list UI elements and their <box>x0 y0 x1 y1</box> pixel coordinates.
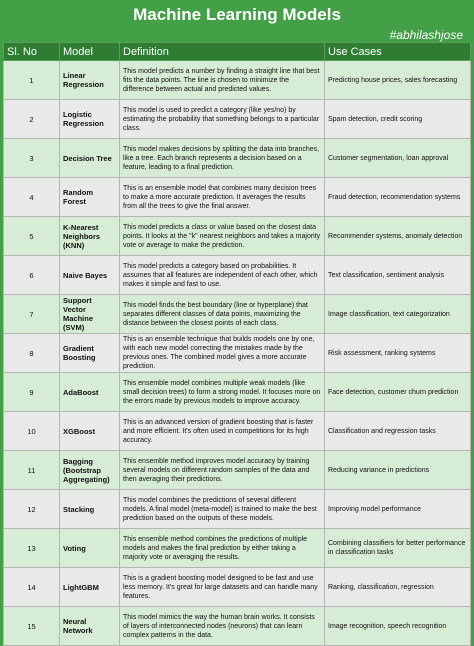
use-cases-cell: Risk assessment, ranking systems <box>325 334 471 373</box>
model-name-cell: XGBoost <box>60 412 120 451</box>
serial-number-cell: 6 <box>4 256 60 295</box>
table-row <box>4 568 471 607</box>
author-handle: #abhilashjose <box>389 28 463 42</box>
definition-cell: This model makes decisions by splitting the data into branches, like a tree. Each branch represents a decision based on a feature, leading to a final prediction. <box>120 139 325 178</box>
model-name-cell: Support Vector Machine (SVM) <box>60 295 120 334</box>
serial-number-cell: 13 <box>4 529 60 568</box>
serial-number-cell: 4 <box>4 178 60 217</box>
definition-cell: This is an ensemble model that combines many decision trees to make a more accurate prediction. It averages the results from all the trees to give the final answer. <box>120 178 325 217</box>
use-cases-cell: Combining classifiers for better performance in classification tasks <box>325 529 471 568</box>
table-row <box>4 529 471 568</box>
model-name-cell: Voting <box>60 529 120 568</box>
header-definition: Definition <box>120 43 325 61</box>
serial-number-cell: 14 <box>4 568 60 607</box>
page-title: Machine Learning Models <box>133 5 341 24</box>
table-header-row <box>4 43 471 61</box>
use-cases-cell: Image recognition, speech recognition <box>325 607 471 646</box>
definition-cell: This model mimics the way the human brain works. It consists of layers of interconnected nodes (neurons) that can learn complex patterns in the data. <box>120 607 325 646</box>
definition-cell: This model predicts a number by finding a straight line that best fits the data points. The line is chosen to minimize the difference between actual and predicted values. <box>120 61 325 100</box>
use-cases-cell: Improving model performance <box>325 490 471 529</box>
model-name-cell: Stacking <box>60 490 120 529</box>
table-row <box>4 256 471 295</box>
header-sl-no: Sl. No <box>4 43 60 61</box>
serial-number-cell: 9 <box>4 373 60 412</box>
serial-number-cell: 11 <box>4 451 60 490</box>
use-cases-cell: Ranking, classification, regression <box>325 568 471 607</box>
header-use-cases: Use Cases <box>325 43 471 61</box>
table-row <box>4 607 471 646</box>
definition-cell: This model predicts a category based on probabilities. It assumes that all features are independent of each other, which makes it simple and fast to use. <box>120 256 325 295</box>
models-table <box>3 42 471 646</box>
table-row <box>4 451 471 490</box>
definition-cell: This is a gradient boosting model designed to be fast and use less memory. It's great for large datasets and can handle many features. <box>120 568 325 607</box>
table-row <box>4 217 471 256</box>
definition-cell: This model combines the predictions of several different models. A final model (meta-model) is trained to make the best prediction based on the outputs of these models. <box>120 490 325 529</box>
model-name-cell: Naive Bayes <box>60 256 120 295</box>
use-cases-cell: Face detection, customer churn prediction <box>325 373 471 412</box>
serial-number-cell: 10 <box>4 412 60 451</box>
serial-number-cell: 3 <box>4 139 60 178</box>
definition-cell: This model predicts a class or value based on the closest data points. It looks at the "k" nearest neighbors and takes a majority vote or average to make the prediction. <box>120 217 325 256</box>
use-cases-cell: Predicting house prices, sales forecasting <box>325 61 471 100</box>
serial-number-cell: 2 <box>4 100 60 139</box>
definition-cell: This model is used to predict a category (like yes/no) by estimating the probability that something belongs to a particular class. <box>120 100 325 139</box>
table-row <box>4 373 471 412</box>
model-name-cell: AdaBoost <box>60 373 120 412</box>
model-name-cell: K-Nearest Neighbors (KNN) <box>60 217 120 256</box>
use-cases-cell: Fraud detection, recommendation systems <box>325 178 471 217</box>
model-name-cell: Random Forest <box>60 178 120 217</box>
use-cases-cell: Classification and regression tasks <box>325 412 471 451</box>
table-row <box>4 178 471 217</box>
table-row <box>4 139 471 178</box>
definition-cell: This is an advanced version of gradient boosting that is faster and more efficient. It's often used in competitions for its high accuracy. <box>120 412 325 451</box>
table-row <box>4 334 471 373</box>
model-name-cell: Neural Network <box>60 607 120 646</box>
serial-number-cell: 12 <box>4 490 60 529</box>
table-row <box>4 490 471 529</box>
use-cases-cell: Customer segmentation, loan approval <box>325 139 471 178</box>
table-row <box>4 295 471 334</box>
definition-cell: This ensemble method combines the predictions of multiple models and makes the final prediction by either taking a majority vote or averaging the results. <box>120 529 325 568</box>
model-name-cell: Decision Tree <box>60 139 120 178</box>
model-name-cell: LightGBM <box>60 568 120 607</box>
use-cases-cell: Recommender systems, anomaly detection <box>325 217 471 256</box>
model-name-cell: Bagging (Bootstrap Aggregating) <box>60 451 120 490</box>
use-cases-cell: Spam detection, credit scoring <box>325 100 471 139</box>
serial-number-cell: 7 <box>4 295 60 334</box>
model-name-cell: Linear Regression <box>60 61 120 100</box>
use-cases-cell: Reducing variance in predictions <box>325 451 471 490</box>
header-model: Model <box>60 43 120 61</box>
table-row <box>4 61 471 100</box>
serial-number-cell: 5 <box>4 217 60 256</box>
definition-cell: This is an ensemble technique that builds models one by one, with each new model correcting the mistakes made by the previous ones. The combined model gives a more accurate prediction. <box>120 334 325 373</box>
model-name-cell: Gradient Boosting <box>60 334 120 373</box>
serial-number-cell: 8 <box>4 334 60 373</box>
table-row <box>4 412 471 451</box>
table-row <box>4 100 471 139</box>
use-cases-cell: Text classification, sentiment analysis <box>325 256 471 295</box>
definition-cell: This ensemble model combines multiple weak models (like small decision trees) to form a strong model. It focuses more on the errors made by previous models to improve accuracy. <box>120 373 325 412</box>
definition-cell: This model finds the best boundary (line or hyperplane) that separates different classes of data points, maximizing the distance between the closest points of each class. <box>120 295 325 334</box>
serial-number-cell: 1 <box>4 61 60 100</box>
serial-number-cell: 15 <box>4 607 60 646</box>
use-cases-cell: Image classification, text categorization <box>325 295 471 334</box>
definition-cell: This ensemble method improves model accuracy by training several models on different random samples of the data and then averaging their predictions. <box>120 451 325 490</box>
model-name-cell: Logistic Regression <box>60 100 120 139</box>
